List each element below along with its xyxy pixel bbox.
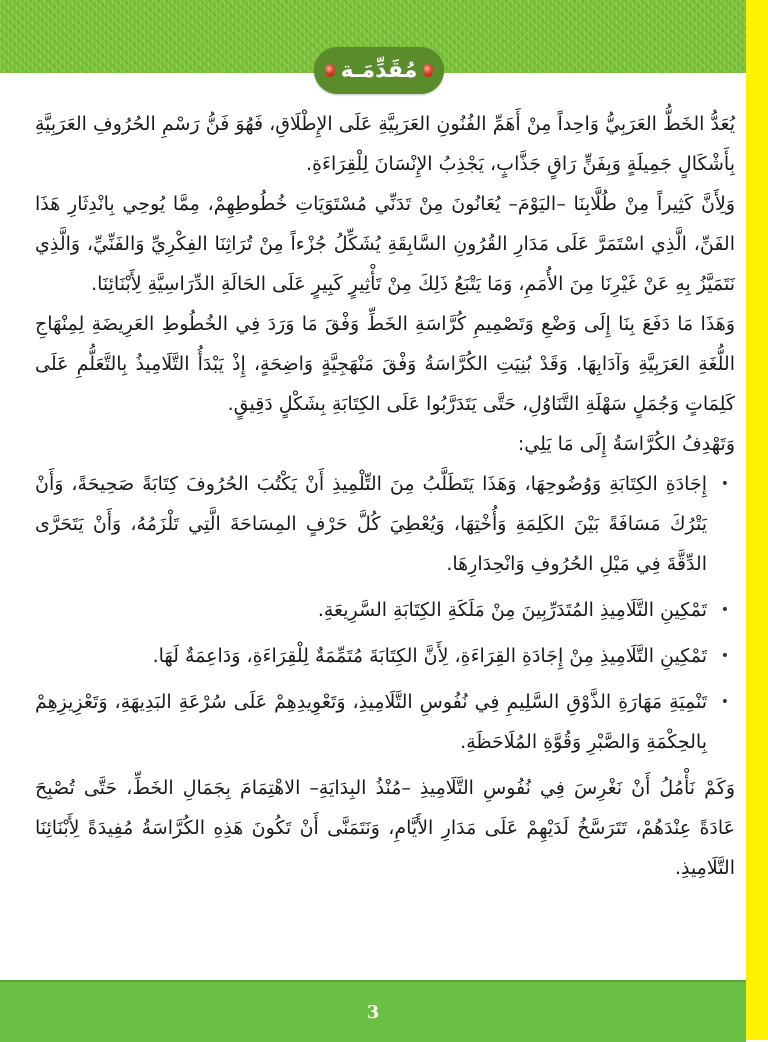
- red-dot-icon: [423, 64, 433, 77]
- introduction-body: [35, 104, 735, 888]
- footer-band: [0, 980, 746, 1042]
- page-title: مُقَدِّمَـة: [340, 58, 418, 83]
- paragraph-intro: يُعَدُّ الخَطُّ العَرَبِيُّ وَاحِداً مِنْ أَهَمِّ الفُنُونِ العَرَبِيَّةِ عَلَى الإِطْلَاقِ، فَهُوَ فَنُّ رَسْمِ الحُرُوفِ العَرَبِيَّةِ بِأَشْكَالٍ جَمِيلَةٍ وَبِفَنٍّ رَاقٍ جَذَّابٍ، يَجْذِبُ الإِنْسَانَ لِلْقِرَاءَةِ.: [35, 113, 735, 175]
- list-item: [35, 590, 729, 630]
- bullet-icon: •: [720, 602, 729, 618]
- paragraph-purpose: وَهَذَا مَا دَفَعَ بِنَا إِلَى وَضْعِ وَتَصْمِيمِ كُرَّاسَةِ الخَطِّ وَفْقَ مَا وَرَدَ فِي الخُطُوطِ العَرِيضَةِ لِمِنْهَاجِ اللُّغَةِ العَرَبِيَّةِ وَآدَابِهَا. وَقَدْ بُنِيَتِ الكُرَّاسَةُ وَفْقَ مَنْهَجِيَّةٍ وَاضِحَةٍ، إِذْ يَبْدَأُ التَّلَامِيذُ بِالتَّعَلُّمِ عَلَى كَلِمَاتٍ وَجُمَلٍ سَهْلَةِ التَّنَاوُلِ، حَتَّى يَتَدَرَّبُوا عَلَى الكِتَابَةِ بِشَكْلٍ دَقِيقٍ.: [35, 313, 735, 415]
- goals-heading: وَتَهْدِفُ الكُرَّاسَةُ إِلَى مَا يَلِي:: [517, 433, 735, 455]
- goal-text: تَنْمِيَةِ مَهَارَةِ الذَّوْقِ السَّلِيمِ فِي نُفُوسِ التَّلَامِيذِ، وَتَعْوِيدِهِمْ عَلَى سُرْعَةِ البَدِيهَةِ، وَتَعْزِيزِهِمْ بِالحِكْمَةِ وَالصَّبْرِ وَقُوَّةِ المُلَاحَظَةِ.: [35, 691, 707, 753]
- list-item: [35, 464, 729, 584]
- bullet-icon: •: [720, 694, 729, 710]
- paragraph-closing: وَكَمْ نَأْمُلُ أَنْ نَغْرِسَ فِي نُفُوسِ التَّلَامِيذِ –مُنْذُ البِدَايَةِ– الاهْتِمَامَ بِجَمَالِ الخَطِّ، حَتَّى تُصْبِحَ عَادَةً عِنْدَهُمْ، تَتَرَسَّخُ لَدَيْهِمْ عَلَى مَدَارِ الأَيَّامِ، وَنَتَمَنَّى أَنْ تَكُونَ هَذِهِ الكُرَّاسَةُ مُفِيدَةً لِأَبْنَائِنَا التَّلَامِيذِ.: [35, 777, 735, 879]
- page-number: 3: [366, 1001, 380, 1023]
- list-item: [35, 682, 729, 762]
- goal-text: تَمْكِينِ التَّلَامِيذِ المُتَدَرِّبِينَ مِنْ مَلَكَةِ الكِتَابَةِ السَّرِيعَةِ.: [317, 599, 707, 621]
- paragraph-problem: وَلِأَنَّ كَثِيراً مِنْ طُلَّابِنَا –اليَوْمَ– يُعَانُونَ مِنْ تَدَنِّي مُسْتَوَيَاتِ خُطُوطِهِمْ، مِمَّا يُوحِي بِانْدِثَارِ هَذَا الفَنِّ، الَّذِي اسْتَمَرَّ عَلَى مَدَارِ القُرُونِ السَّابِقَةِ يُشَكِّلُ جُزْءاً مِنْ تُرَاثِنَا الفِكْرِيِّ وَالفَنِّيِّ، وَالَّذِي نَتَمَيَّزُ بِهِ عَنْ غَيْرِنَا مِنَ الأُمَمِ، وَمَا يَتْبَعُ ذَلِكَ مِنْ تَأْثِيرٍ كَبِيرٍ عَلَى الحَالَةِ الدِّرَاسِيَّةِ لِأَبْنَائِنَا.: [35, 193, 735, 295]
- side-color-strip: [746, 0, 768, 1040]
- red-dot-icon: [325, 64, 335, 77]
- goal-text: تَمْكِينِ التَّلَامِيذِ مِنْ إِجَادَةِ القِرَاءَةِ، لِأَنَّ الكِتَابَةَ مُتَمِّمَةٌ لِلْقِرَاءَةِ، وَدَاعِمَةٌ لَهَا.: [152, 645, 707, 667]
- goal-text: إِجَادَةِ الكِتَابَةِ وَوُضُوحِهَا، وَهَذَا يَتَطَلَّبُ مِنَ التِّلْمِيذِ أَنْ يَكْتُبَ الحُرُوفَ كِتَابَةً صَحِيحَةً، وَأَنْ يَتْرُكَ مَسَافَةً بَيْنَ الكَلِمَةِ وَأُخْتِهَا، وَيُعْطِيَ كُلَّ حَرْفٍ المِسَاحَةَ الَّتِي تَلْزَمُهُ، وَأَنْ يَتَحَرَّى الدِّقَّةَ فِي مَيْلِ الحُرُوفِ وَانْحِدَارِهَا.: [35, 473, 707, 575]
- bullet-icon: •: [720, 476, 729, 492]
- bullet-icon: •: [720, 648, 729, 664]
- section-title-badge: [314, 47, 444, 94]
- list-item: [35, 636, 729, 676]
- goals-list: [35, 464, 735, 762]
